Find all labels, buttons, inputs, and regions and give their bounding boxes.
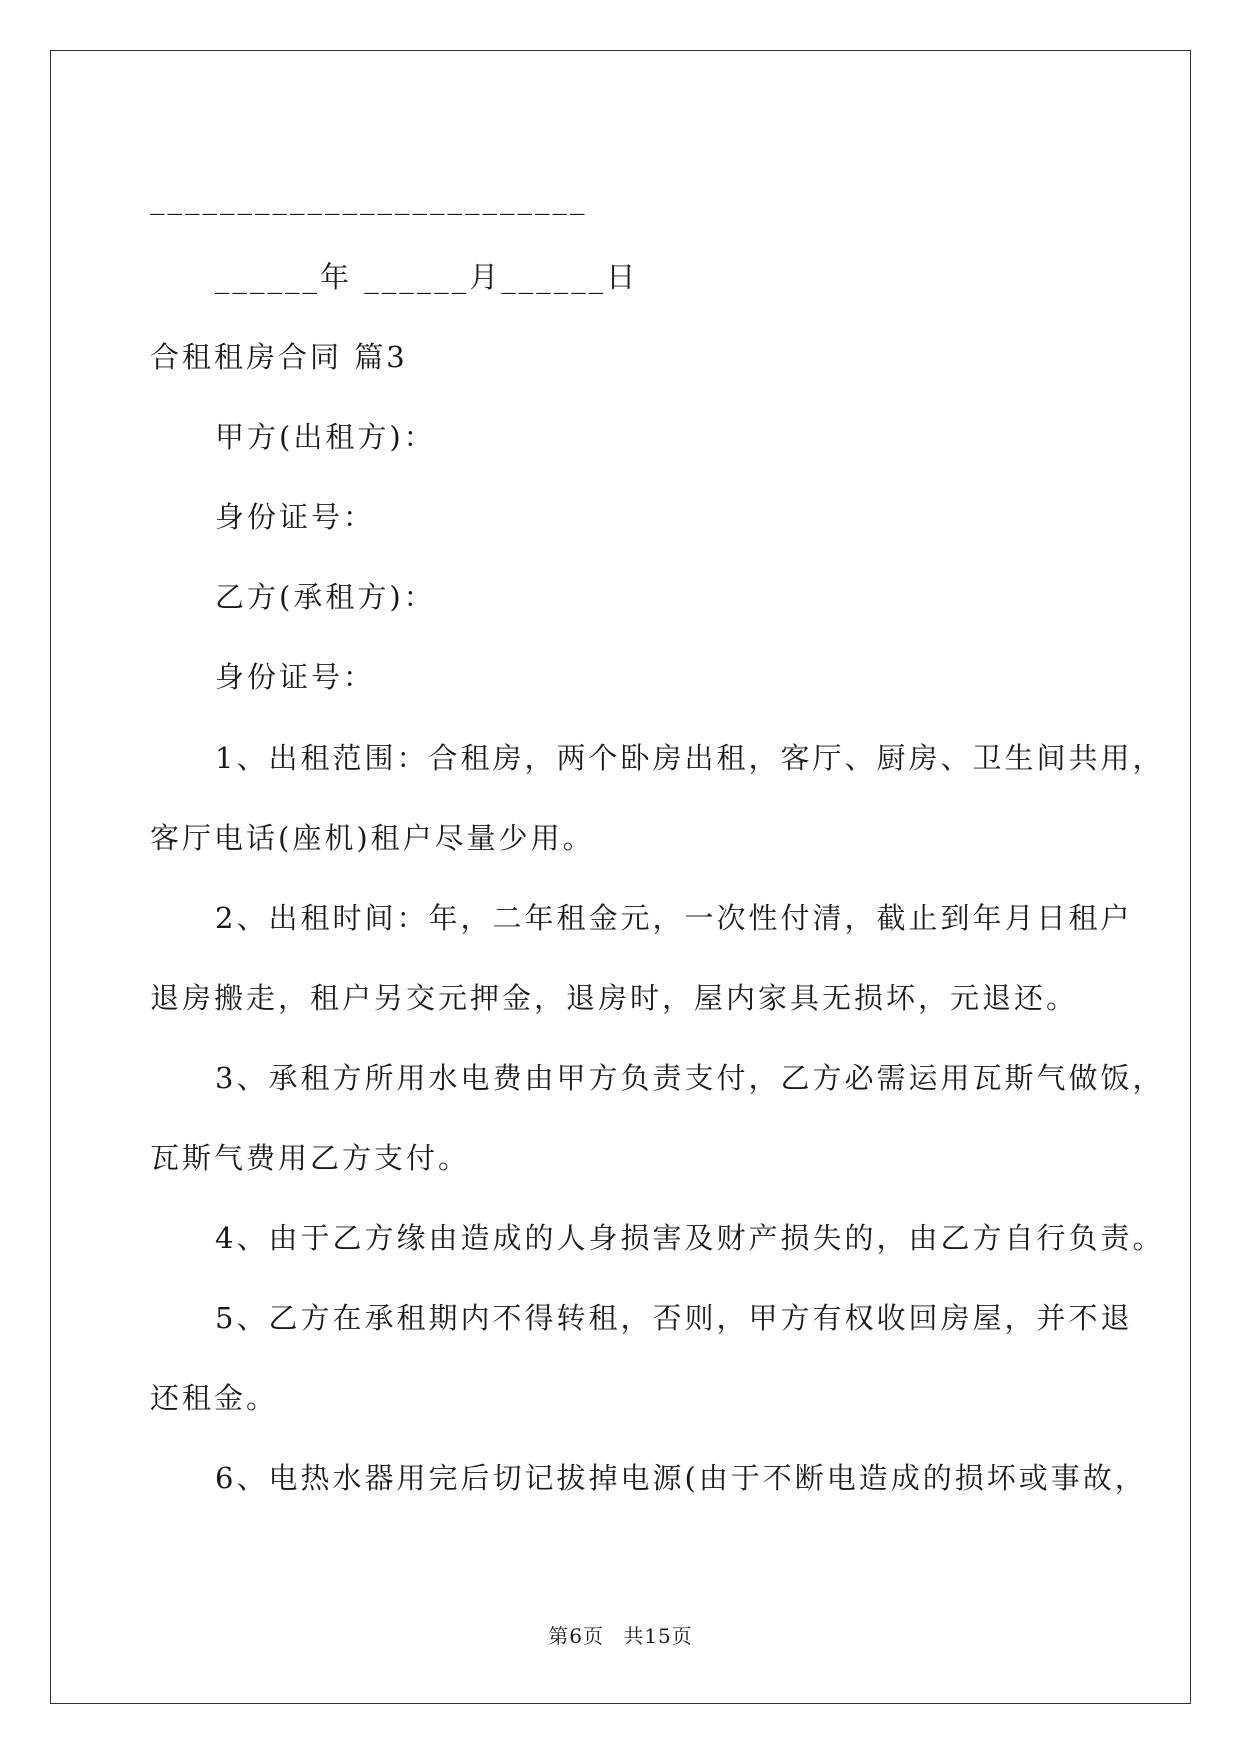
clause-1-line-2: 客厅电话(座机)租户尽量少用。: [150, 821, 595, 855]
clause-1-line-1: 1、出租范围：合租房，两个卧房出租，客厅、厨房、卫生间共用，: [215, 741, 1165, 775]
party-b-id-label: 身份证号：: [215, 660, 376, 694]
clause-3-line-2: 瓦斯气费用乙方支付。: [150, 1141, 471, 1175]
clause-4-line-1: 4、由于乙方缘由造成的人身损害及财产损失的，由乙方自行负责。: [215, 1221, 1165, 1255]
date-line: ______年 ______月______日: [215, 260, 639, 294]
clause-3-line-1: 3、承租方所用水电费由甲方负责支付，乙方必需运用瓦斯气做饭，: [215, 1061, 1165, 1095]
party-a-id-label: 身份证号：: [215, 500, 376, 534]
page-footer: [0, 1620, 1241, 1649]
clause-2-line-2: 退房搬走，租户另交元押金，退房时，屋内家具无损坏，元退还。: [150, 981, 1079, 1015]
page-number-total: 共15页: [623, 1624, 693, 1648]
party-a-label: 甲方(出租方)：: [215, 420, 436, 454]
page-number-current: 第6页: [548, 1624, 604, 1648]
clause-5-line-2: 还租金。: [150, 1381, 279, 1415]
clause-2-line-1: 2、出租时间：年，二年租金元，一次性付清，截止到年月日租户: [215, 901, 1133, 935]
section-title: 合租租房合同 篇3: [150, 340, 408, 374]
signature-line: _________________________: [150, 181, 588, 215]
clause-6-line-1: 6、电热水器用完后切记拔掉电源(由于不断电造成的损坏或事故，: [215, 1461, 1147, 1495]
party-b-label: 乙方(承租方)：: [215, 580, 436, 614]
clause-5-line-1: 5、乙方在承租期内不得转租，否则，甲方有权收回房屋，并不退: [215, 1301, 1133, 1335]
page-border: [50, 50, 1191, 1704]
